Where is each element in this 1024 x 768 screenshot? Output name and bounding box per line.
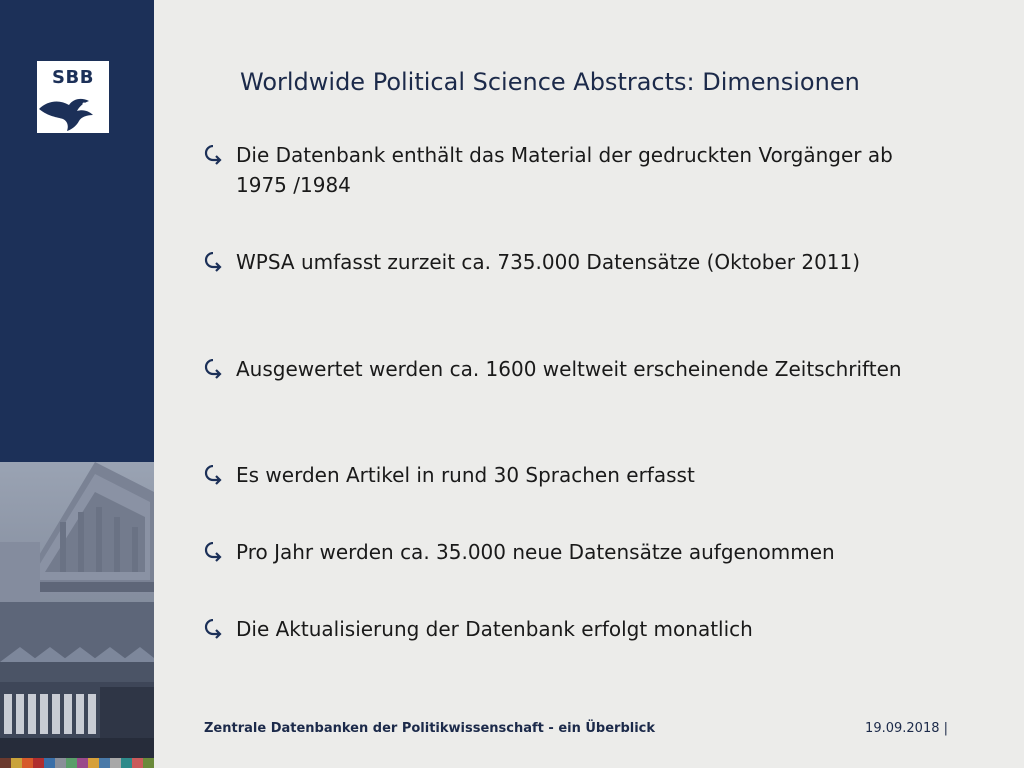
bullet-item <box>204 247 964 277</box>
color-strip-segment <box>132 758 143 768</box>
building-photo <box>0 462 154 758</box>
color-strip-segment <box>22 758 33 768</box>
color-strip-segment <box>121 758 132 768</box>
bullet-text: WPSA umfasst zurzeit ca. 735.000 Datensätze (Oktober 2011) <box>236 250 861 274</box>
color-strip-segment <box>143 758 154 768</box>
color-strip-segment <box>88 758 99 768</box>
bullet-text: Es werden Artikel in rund 30 Sprachen erfasst <box>236 463 695 487</box>
color-strip-segment <box>55 758 66 768</box>
bullet-item <box>204 614 964 644</box>
arrow-right-icon <box>204 247 236 277</box>
color-strip-segment <box>11 758 22 768</box>
color-strip-segment <box>44 758 55 768</box>
bullet-item <box>204 140 964 200</box>
arrow-right-icon <box>204 140 236 170</box>
bullet-item <box>204 460 964 490</box>
color-strip-segment <box>77 758 88 768</box>
sidebar <box>0 0 154 768</box>
color-strip-segment <box>110 758 121 768</box>
slide-title: Worldwide Political Science Abstracts: Dimensionen <box>240 68 860 96</box>
arrow-right-icon <box>204 354 236 384</box>
bullet-item <box>204 537 964 567</box>
bullet-text: Ausgewertet werden ca. 1600 weltweit erscheinende Zeitschriften <box>236 357 902 381</box>
color-strip-segment <box>33 758 44 768</box>
color-strip-segment <box>0 758 11 768</box>
footer-date: 19.09.2018 | <box>865 721 948 736</box>
arrow-right-icon <box>204 537 236 567</box>
bullet-text: Pro Jahr werden ca. 35.000 neue Datensätze aufgenommen <box>236 540 835 564</box>
arrow-right-icon <box>204 460 236 490</box>
arrow-right-icon <box>204 614 236 644</box>
logo-text: SBB <box>52 67 94 88</box>
sbb-logo <box>37 61 109 133</box>
eagle-icon <box>37 91 109 133</box>
color-strip-segment <box>99 758 110 768</box>
bullet-text: Die Aktualisierung der Datenbank erfolgt monatlich <box>236 617 753 641</box>
color-strip <box>0 758 154 768</box>
bullet-item <box>204 354 964 384</box>
color-strip-segment <box>66 758 77 768</box>
footer-text: Zentrale Datenbanken der Politikwissenschaft - ein Überblick <box>204 721 656 736</box>
bullet-text: Die Datenbank enthält das Material der gedruckten Vorgänger ab 1975 /1984 <box>236 143 893 197</box>
